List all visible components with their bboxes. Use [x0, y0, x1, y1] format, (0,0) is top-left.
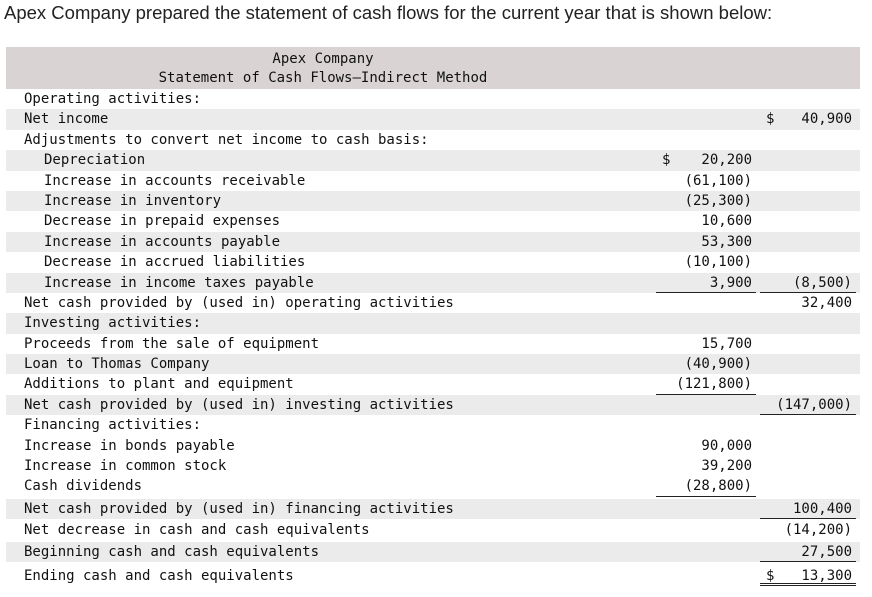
row-label: Investing activities: — [24, 315, 202, 332]
detail-amount — [656, 334, 756, 354]
row-label: Net cash provided by (used in) investing activities — [24, 396, 454, 413]
detail-amount — [656, 456, 756, 476]
statement-row — [6, 313, 860, 333]
company-name: Apex Company — [272, 51, 374, 67]
detail-amount — [656, 374, 756, 394]
detail-amount-value: (121,800) — [676, 376, 752, 393]
row-label: Decrease in prepaid expenses — [44, 213, 281, 230]
total-amount-value: (147,000) — [776, 396, 852, 413]
total-amount — [760, 334, 856, 354]
statement-title: Statement of Cash Flows—Indirect Method — [158, 70, 488, 86]
dollar-sign: $ — [766, 567, 775, 584]
intro-text: Apex Company prepared the statement of cash flows for the current year that is shown below: — [4, 2, 773, 23]
total-amount — [760, 150, 856, 170]
statement-row — [6, 520, 860, 540]
detail-amount — [656, 89, 756, 109]
statement-rows — [6, 89, 860, 586]
detail-amount-value: 20,200 — [701, 152, 752, 169]
statement-row — [6, 415, 860, 435]
total-amount — [760, 313, 856, 333]
total-amount — [760, 273, 856, 293]
total-amount-value: 100,400 — [792, 500, 852, 517]
statement-row — [6, 566, 860, 586]
statement-row — [6, 456, 860, 476]
dollar-sign: $ — [662, 152, 671, 169]
row-label: Net decrease in cash and cash equivalents — [24, 522, 370, 539]
statement-row — [6, 476, 860, 496]
detail-amount — [656, 313, 756, 333]
row-label: Adjustments to convert net income to cash basis: — [24, 131, 429, 148]
statement-row — [6, 499, 860, 519]
detail-amount — [656, 150, 756, 170]
statement-row — [6, 150, 860, 170]
total-amount-value: 32,400 — [801, 294, 852, 311]
detail-amount — [656, 476, 756, 496]
row-label: Beginning cash and cash equivalents — [24, 543, 320, 560]
detail-amount — [656, 130, 756, 150]
row-label: Increase in common stock — [24, 458, 227, 475]
statement-row — [6, 374, 860, 394]
total-amount — [760, 542, 856, 562]
row-label: Increase in inventory — [44, 192, 222, 209]
dollar-sign: $ — [766, 111, 775, 128]
total-amount — [760, 415, 856, 435]
statement-row — [6, 542, 860, 562]
total-amount — [760, 520, 856, 540]
row-label: Increase in accounts payable — [44, 233, 281, 250]
total-amount — [760, 130, 856, 150]
statement-row — [6, 232, 860, 252]
detail-amount-value: (10,100) — [684, 254, 752, 271]
total-amount — [760, 171, 856, 191]
statement-row — [6, 273, 860, 293]
detail-amount-value: (40,900) — [684, 356, 752, 373]
detail-amount — [656, 499, 756, 519]
detail-amount — [656, 252, 756, 272]
row-label: Net income — [24, 111, 109, 128]
total-amount — [760, 109, 856, 129]
row-label: Depreciation — [44, 152, 146, 169]
statement-row — [6, 395, 860, 415]
total-amount — [760, 395, 856, 415]
statement-row — [6, 171, 860, 191]
detail-amount — [656, 436, 756, 456]
row-label: Financing activities: — [24, 417, 202, 434]
total-amount — [760, 232, 856, 252]
statement-row — [6, 89, 860, 109]
detail-amount-value: 15,700 — [701, 335, 752, 352]
total-amount — [760, 499, 856, 519]
total-amount — [760, 476, 856, 496]
detail-amount — [656, 395, 756, 415]
statement-row — [6, 293, 860, 313]
statement-row — [6, 436, 860, 456]
detail-amount — [656, 191, 756, 211]
total-amount — [760, 354, 856, 374]
row-label: Increase in accounts receivable — [44, 172, 306, 189]
detail-amount — [656, 273, 756, 293]
detail-amount-value: (61,100) — [684, 172, 752, 189]
row-label: Operating activities: — [24, 91, 202, 107]
total-amount-value: 13,300 — [801, 567, 852, 584]
total-amount — [760, 456, 856, 476]
row-label: Cash dividends — [24, 478, 143, 495]
detail-amount — [656, 542, 756, 562]
statement-row — [6, 191, 860, 211]
total-amount-value: (14,200) — [784, 522, 852, 539]
statement-row — [6, 109, 860, 129]
total-amount — [760, 89, 856, 109]
detail-amount — [656, 354, 756, 374]
total-amount — [760, 293, 856, 313]
detail-amount — [656, 232, 756, 252]
statement-row — [6, 334, 860, 354]
row-label: Additions to plant and equipment — [24, 376, 294, 393]
total-amount-value: 27,500 — [801, 543, 852, 560]
row-label: Increase in bonds payable — [24, 437, 235, 454]
detail-amount-value: (28,800) — [684, 478, 752, 495]
detail-amount — [656, 415, 756, 435]
detail-amount-value: 10,600 — [701, 213, 752, 230]
detail-amount — [656, 109, 756, 129]
total-amount — [760, 191, 856, 211]
detail-amount-value: (25,300) — [684, 192, 752, 209]
statement-header — [6, 47, 860, 89]
detail-amount-value: 39,200 — [701, 458, 752, 475]
detail-amount — [656, 566, 756, 586]
total-amount-value: (8,500) — [792, 274, 852, 291]
statement-row — [6, 354, 860, 374]
detail-amount — [656, 520, 756, 540]
detail-amount — [656, 293, 756, 313]
statement-row — [6, 130, 860, 150]
total-amount-value: 40,900 — [801, 111, 852, 128]
total-amount — [760, 252, 856, 272]
statement-row — [6, 211, 860, 231]
row-label: Proceeds from the sale of equipment — [24, 335, 320, 352]
detail-amount — [656, 211, 756, 231]
detail-amount-value: 90,000 — [701, 437, 752, 454]
detail-amount-value: 3,900 — [709, 274, 752, 291]
cash-flow-statement — [6, 47, 860, 586]
detail-amount-value: 53,300 — [701, 233, 752, 250]
row-label: Net cash provided by (used in) operating activities — [24, 294, 454, 311]
total-amount — [760, 211, 856, 231]
row-label: Decrease in accrued liabilities — [44, 254, 306, 271]
row-label: Loan to Thomas Company — [24, 356, 210, 373]
total-amount — [760, 374, 856, 394]
total-amount — [760, 436, 856, 456]
row-label: Increase in income taxes payable — [44, 274, 314, 291]
total-amount — [760, 566, 856, 586]
row-label: Ending cash and cash equivalents — [24, 567, 294, 584]
row-label: Net cash provided by (used in) financing activities — [24, 500, 454, 517]
detail-amount — [656, 171, 756, 191]
statement-row — [6, 252, 860, 272]
